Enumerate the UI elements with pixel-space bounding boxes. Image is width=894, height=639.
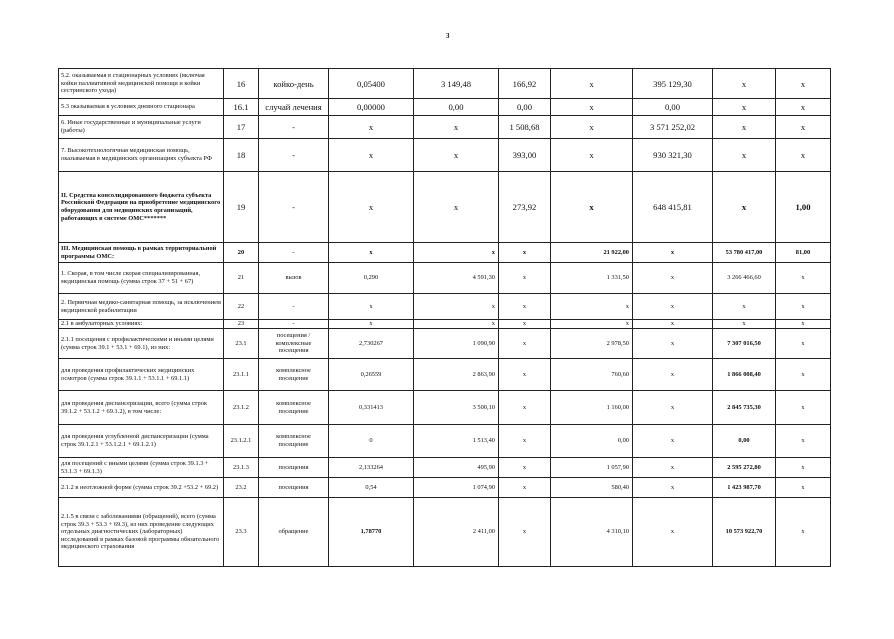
value-1-cell: x — [329, 116, 414, 139]
row-name-cell: 2.1.1 посещения с профилактическими и иными целями (сумма строк 39.1 + 53.1 + 69.1), из них: — [59, 329, 224, 359]
line-number-cell: 23.1 — [224, 329, 259, 359]
value-1-cell: x — [329, 243, 414, 263]
value-6-cell: x — [713, 139, 776, 172]
value-6-cell: 53 780 417,00 — [713, 243, 776, 263]
value-7-cell: x — [776, 458, 831, 478]
value-5-cell: x — [633, 498, 713, 567]
table-row — [59, 69, 831, 99]
unit-cell: посещения — [259, 458, 329, 478]
value-6-cell: 2 595 272,80 — [713, 458, 776, 478]
line-number-cell: 16.1 — [224, 99, 259, 116]
value-5-cell: x — [633, 359, 713, 391]
unit-cell: случай лечения — [259, 99, 329, 116]
unit-cell: - — [259, 139, 329, 172]
line-number-cell: 21 — [224, 263, 259, 294]
row-name-cell: для посещений с иными целями (сумма строк 39.1.3 + 53.1.3 + 69.1.3) — [59, 458, 224, 478]
value-3-cell: x — [499, 458, 551, 478]
value-7-cell: x — [776, 478, 831, 498]
value-6-cell: 3 266 466,60 — [713, 263, 776, 294]
value-2-cell: x — [414, 172, 499, 243]
line-number-cell: 23.1.3 — [224, 458, 259, 478]
row-name-cell: 2.1.5 в связи с заболеваниями (обращений), всего (сумма строк 39.3 + 53.3 + 69.3), из них проведение следующих отдельных диагностических (лабораторных) исследований в рамках базовой программы обязательного медицинского страхования — [59, 498, 224, 567]
value-3-cell: x — [499, 329, 551, 359]
row-name-cell: 2.1 в амбулаторных условиях: — [59, 320, 224, 329]
page-number: 3 — [446, 32, 450, 40]
value-2-cell: 1 513,40 — [414, 425, 499, 458]
row-name-cell: 2. Первичная медико-санитарная помощь, за исключением медицинской реабилитации — [59, 294, 224, 320]
value-5-cell: x — [633, 391, 713, 425]
table-row — [59, 359, 831, 391]
value-5-cell: 0,00 — [633, 99, 713, 116]
value-4-cell: x — [551, 69, 633, 99]
line-number-cell: 17 — [224, 116, 259, 139]
value-3-cell: 273,92 — [499, 172, 551, 243]
line-number-cell: 23 — [224, 320, 259, 329]
value-2-cell: 1 074,90 — [414, 478, 499, 498]
value-5-cell: x — [633, 478, 713, 498]
value-2-cell: 0,00 — [414, 99, 499, 116]
line-number-cell: 23.3 — [224, 498, 259, 567]
table-row — [59, 263, 831, 294]
value-4-cell: x — [551, 172, 633, 243]
value-1-cell: x — [329, 320, 414, 329]
table-row — [59, 243, 831, 263]
value-5-cell: x — [633, 458, 713, 478]
value-5-cell: x — [633, 243, 713, 263]
value-5-cell: x — [633, 294, 713, 320]
table-row — [59, 478, 831, 498]
line-number-cell: 22 — [224, 294, 259, 320]
value-1-cell: 2,730267 — [329, 329, 414, 359]
value-4-cell: 4 310,10 — [551, 498, 633, 567]
value-5-cell: 930 321,30 — [633, 139, 713, 172]
value-1-cell: 0,54 — [329, 478, 414, 498]
value-6-cell: 2 845 735,30 — [713, 391, 776, 425]
value-4-cell: 0,00 — [551, 425, 633, 458]
row-name-cell: 1. Скорая, в том числе скорая специализированная, медицинская помощь (сумма строк 37 + 51 + 67) — [59, 263, 224, 294]
value-6-cell: x — [713, 116, 776, 139]
table-row — [59, 458, 831, 478]
value-2-cell: 495,90 — [414, 458, 499, 478]
value-5-cell: x — [633, 263, 713, 294]
value-3-cell: x — [499, 359, 551, 391]
unit-cell: - — [259, 294, 329, 320]
line-number-cell: 23.1.2 — [224, 391, 259, 425]
value-2-cell: 2 411,00 — [414, 498, 499, 567]
row-name-cell: 2.1.2 в неотложной форме (сумма строк 39.2 +53.2 + 69.2) — [59, 478, 224, 498]
unit-cell: комплексное посещение — [259, 425, 329, 458]
value-7-cell: x — [776, 294, 831, 320]
value-1-cell: 2,133264 — [329, 458, 414, 478]
value-5-cell: 395 129,30 — [633, 69, 713, 99]
value-3-cell: x — [499, 320, 551, 329]
value-6-cell: x — [713, 69, 776, 99]
value-6-cell: 0,00 — [713, 425, 776, 458]
unit-cell: комплексное посещение — [259, 391, 329, 425]
line-number-cell: 23.2 — [224, 478, 259, 498]
value-3-cell: x — [499, 263, 551, 294]
table-row — [59, 320, 831, 329]
value-3-cell: 0,00 — [499, 99, 551, 116]
value-2-cell: 4 591,30 — [414, 263, 499, 294]
table-row — [59, 139, 831, 172]
value-4-cell: x — [551, 320, 633, 329]
row-name-cell: для проведения углубленной диспансеризации (сумма строк 39.1.2.1 + 53.1.2.1 + 69.1.2.1) — [59, 425, 224, 458]
value-6-cell: x — [713, 320, 776, 329]
table-row — [59, 172, 831, 243]
value-7-cell: x — [776, 263, 831, 294]
row-name-cell: II. Средства консолидированного бюджета субъекта Российской Федерации на приобретение медицинского оборудования для медицинских организаций, работающих в системе ОМС******* — [59, 172, 224, 243]
value-3-cell: x — [499, 425, 551, 458]
value-5-cell: 3 571 252,02 — [633, 116, 713, 139]
value-2-cell: x — [414, 139, 499, 172]
row-name-cell: III. Медицинская помощь в рамках территориальной программы ОМС: — [59, 243, 224, 263]
row-name-cell: 6. Иные государственные и муниципальные услуги (работы) — [59, 116, 224, 139]
unit-cell: - — [259, 320, 329, 329]
value-2-cell: 2 863,90 — [414, 359, 499, 391]
unit-cell: - — [259, 116, 329, 139]
value-1-cell: 0,05400 — [329, 69, 414, 99]
row-name-cell: 5.2. оказываемая в стационарных условиях (включая койки паллиативной медицинской помощи и койки сестринского ухода) — [59, 69, 224, 99]
value-5-cell: 648 415,81 — [633, 172, 713, 243]
value-1-cell: 0 — [329, 425, 414, 458]
table-row — [59, 99, 831, 116]
value-4-cell: 2 978,50 — [551, 329, 633, 359]
value-6-cell: x — [713, 172, 776, 243]
row-name-cell: 7. Высокотехнологичная медицинская помощь, оказываемая в медицинских организациях субъекта РФ — [59, 139, 224, 172]
value-3-cell: x — [499, 243, 551, 263]
table-row — [59, 116, 831, 139]
value-7-cell: x — [776, 99, 831, 116]
value-2-cell: x — [414, 116, 499, 139]
value-7-cell: x — [776, 425, 831, 458]
value-6-cell: x — [713, 294, 776, 320]
value-1-cell: x — [329, 172, 414, 243]
value-1-cell: 0,331413 — [329, 391, 414, 425]
budget-table — [58, 68, 831, 567]
row-name-cell: для проведения диспансеризации, всего (сумма строк 39.1.2 + 53.1.2 + 69.1.2), в том числе: — [59, 391, 224, 425]
value-1-cell: 0,290 — [329, 263, 414, 294]
table-row — [59, 294, 831, 320]
value-3-cell: x — [499, 294, 551, 320]
value-7-cell: x — [776, 391, 831, 425]
value-6-cell: 7 307 016,50 — [713, 329, 776, 359]
value-3-cell: x — [499, 498, 551, 567]
value-6-cell: 1 866 008,40 — [713, 359, 776, 391]
table-row — [59, 391, 831, 425]
value-7-cell: x — [776, 359, 831, 391]
value-1-cell: 0,26559 — [329, 359, 414, 391]
row-name-cell: 5.3 оказываемая в условиях дневного стационара — [59, 99, 224, 116]
table-row — [59, 425, 831, 458]
value-3-cell: 166,92 — [499, 69, 551, 99]
value-7-cell: x — [776, 116, 831, 139]
value-2-cell: x — [414, 320, 499, 329]
line-number-cell: 23.1.2.1 — [224, 425, 259, 458]
value-7-cell: x — [776, 329, 831, 359]
value-4-cell: x — [551, 99, 633, 116]
value-3-cell: 1 508,68 — [499, 116, 551, 139]
unit-cell: койко-день — [259, 69, 329, 99]
value-4-cell: 1 057,90 — [551, 458, 633, 478]
value-1-cell: x — [329, 139, 414, 172]
value-7-cell: x — [776, 498, 831, 567]
unit-cell: - — [259, 172, 329, 243]
value-4-cell: 1 160,00 — [551, 391, 633, 425]
value-7-cell: x — [776, 69, 831, 99]
unit-cell: посещения / комплексные посещения — [259, 329, 329, 359]
value-7-cell: x — [776, 320, 831, 329]
unit-cell: вызов — [259, 263, 329, 294]
line-number-cell: 18 — [224, 139, 259, 172]
value-7-cell: 81,00 — [776, 243, 831, 263]
unit-cell: посещения — [259, 478, 329, 498]
value-3-cell: x — [499, 478, 551, 498]
table-row — [59, 329, 831, 359]
value-2-cell: x — [414, 294, 499, 320]
value-6-cell: 10 573 922,70 — [713, 498, 776, 567]
value-4-cell: 760,60 — [551, 359, 633, 391]
row-name-cell: для проведения профилактических медицинских осмотров (сумма строк 39.1.1 + 53.1.1 + 69.1.1) — [59, 359, 224, 391]
unit-cell: комплексное посещение — [259, 359, 329, 391]
value-4-cell: x — [551, 139, 633, 172]
value-1-cell: 1,78770 — [329, 498, 414, 567]
value-1-cell: 0,00000 — [329, 99, 414, 116]
value-4-cell: x — [551, 294, 633, 320]
value-5-cell: x — [633, 320, 713, 329]
unit-cell: обращение — [259, 498, 329, 567]
value-6-cell: x — [713, 99, 776, 116]
value-2-cell: 3 149,48 — [414, 69, 499, 99]
value-2-cell: 1 090,90 — [414, 329, 499, 359]
value-4-cell: 21 922,00 — [551, 243, 633, 263]
line-number-cell: 19 — [224, 172, 259, 243]
value-4-cell: x — [551, 116, 633, 139]
line-number-cell: 16 — [224, 69, 259, 99]
unit-cell: - — [259, 243, 329, 263]
value-7-cell: x — [776, 139, 831, 172]
value-6-cell: 1 423 987,70 — [713, 478, 776, 498]
value-5-cell: x — [633, 425, 713, 458]
table-row — [59, 498, 831, 567]
value-3-cell: x — [499, 391, 551, 425]
line-number-cell: 20 — [224, 243, 259, 263]
value-4-cell: 1 331,50 — [551, 263, 633, 294]
value-1-cell: x — [329, 294, 414, 320]
line-number-cell: 23.1.1 — [224, 359, 259, 391]
value-2-cell: x — [414, 243, 499, 263]
value-5-cell: x — [633, 329, 713, 359]
value-7-cell: 1,00 — [776, 172, 831, 243]
value-2-cell: 3 500,10 — [414, 391, 499, 425]
value-3-cell: 393,00 — [499, 139, 551, 172]
value-4-cell: 580,40 — [551, 478, 633, 498]
